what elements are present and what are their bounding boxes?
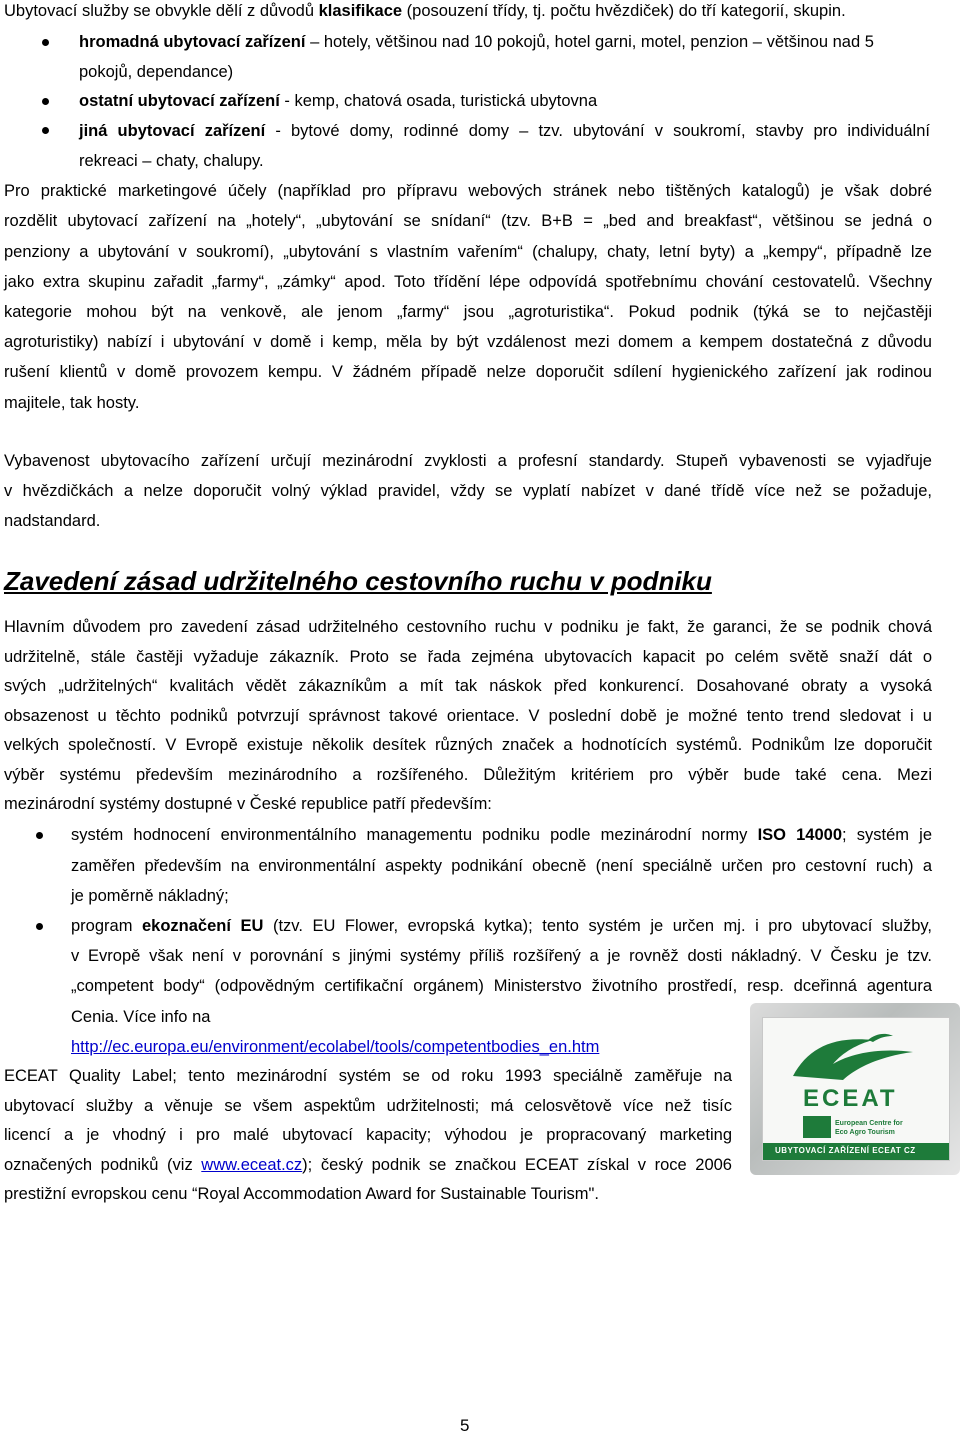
para1-line: rušení klientů v domě provozem kempu. V žádném případě nelze doporučit sdílení hygienického zařízení jak rodinou <box>4 363 932 381</box>
intro-bold: klasifikace <box>318 2 403 20</box>
para4-text-end: ); český podnik se značkou ECEAT získal v roce 2006 <box>302 1156 732 1174</box>
para3-line: udržitelně, stále častěji vyžaduje zákazník. Proto se řada zejména ubytovacích kapacit po celém světě snaží dát o <box>4 648 932 666</box>
category-item-cont <box>79 151 264 171</box>
para4-line: prestižní evropskou cenu “Royal Accommodation Award for Sustainable Tourism". <box>4 1185 599 1203</box>
para1-line: penziony a ubytování v soukromí), „ubytování s vlastním vařením“ (chalupy, chaty, letní byty) a „kempy“, případně lze <box>4 243 932 261</box>
logo-bar <box>763 1143 949 1160</box>
iso-text: systém hodnocení environmentálního managementu podniku podle mezinárodní normy <box>71 826 758 844</box>
category-term: hromadná ubytovací zařízení <box>79 33 306 51</box>
category-desc: - kemp, chatová osada, turistická ubytovna <box>279 92 598 110</box>
category-term: ostatní ubytovací zařízení <box>79 92 280 110</box>
para1-line: majitele, tak hosty. <box>4 394 140 412</box>
page-number: 5 <box>460 1416 470 1435</box>
bullet-icon <box>42 98 49 105</box>
intro-text: Ubytovací služby se obvykle dělí z důvodů <box>4 2 319 20</box>
eu-text: program <box>71 917 142 935</box>
para4-line <box>4 1155 732 1175</box>
para4-line: licencí a je vhodný i pro malé ubytovací kapacity; výhodou je propracovaný marketing <box>4 1126 732 1144</box>
iso-bullet-line: je poměrně nákladný; <box>71 887 229 905</box>
eu-text-end: (tzv. EU Flower, evropská kytka); tento systém je určen mj. i pro ubytovací služby, <box>263 917 932 935</box>
logo-subtitle: Eco Agro Tourism <box>835 1129 895 1136</box>
para3-line: velkých společností. V Evropě existuje několik desítek různých značek a hodnotících systémů. Podnikům lze doporučit <box>4 736 932 754</box>
category-item-cont <box>79 62 233 82</box>
intro-text-end: (posouzení třídy, tj. počtu hvězdiček) do tří kategorií, skupin. <box>402 2 846 20</box>
category-item <box>79 121 930 141</box>
para1-line: jako extra skupinu zařadit „farmy“, „zámky“ apod. Toto třídění lépe odpovídá spotřebnímu chování cestovatelů. Všechny <box>4 273 932 291</box>
category-item <box>79 91 597 111</box>
iso-text-end: ; systém je <box>842 826 932 844</box>
logo-plate <box>762 1017 950 1161</box>
eu-bullet-line: v Evropě však není v porovnání s jinými systémy příliš rozšířený a je rovněž dosti nákladný. V Česku je tzv. <box>71 947 932 965</box>
competent-bodies-link[interactable]: http://ec.europa.eu/environment/ecolabel/tools/competentbodies_en.htm <box>71 1038 600 1056</box>
para3-line: výběr systému především mezinárodního a rozšířeného. Důležitým kritériem pro výběr bude také cena. Mezi <box>4 766 932 784</box>
eceat-link[interactable]: www.eceat.cz <box>201 1156 303 1174</box>
para1-line: agroturistiky) nabízí i ubytování v domě i kemp, měla by být vzdálenost mezi domem a kempem dostatečná z důvodu <box>4 333 932 351</box>
eceat-logo <box>750 1003 960 1175</box>
bullet-icon <box>42 127 49 134</box>
logo-block <box>803 1116 831 1138</box>
eu-bullet-line: Cenia. Více info na <box>71 1008 211 1026</box>
para3-line: svých „udržitelných“ kvalitách vědět zákazníkům a mít tak náskok před konkurencí. Dosahované obraty a vysoká <box>4 677 932 695</box>
eu-link-line <box>71 1037 599 1057</box>
iso-bullet-line: zaměřen především na environmentální aspekty podnikání obecně (není speciálně určen pro cestovní ruch) a <box>71 857 932 875</box>
para1-line: Pro praktické marketingové účely (například pro přípravu webových stránek nebo tištěných katalogů) je však dobré <box>4 182 932 200</box>
logo-subtitle: European Centre for <box>835 1120 903 1127</box>
swallow-icon <box>763 1018 949 1088</box>
para2-line: Vybavenost ubytovacího zařízení určují mezinárodní zvyklosti a profesní standardy. Stupeň vybavenosti se vyjadřuje <box>4 452 932 470</box>
para1-line: rozdělit ubytovací zařízení na „hotely“, „ubytování se snídaní“ (tzv. B+B = „bed and breakfast“, většinou se jedná o <box>4 212 932 230</box>
eu-bold: ekoznačení EU <box>142 917 264 935</box>
iso-bold: ISO 14000 <box>757 826 843 844</box>
para3-line: obsazenost u těchto podniků potvrzují správnost takové orientace. V poslední době je možné tento trend sledovat i u <box>4 707 932 725</box>
section-heading: Zavedení zásad udržitelného cestovního ruchu v podniku <box>4 566 712 596</box>
bullet-icon <box>42 39 49 46</box>
eu-bullet-line: „competent body“ (odpovědným certifikační orgánem) Ministerstvo životního prostředí, resp. dceřinná agentura <box>71 977 932 995</box>
category-item <box>79 32 874 52</box>
eu-bullet-line <box>71 916 932 936</box>
bullet-icon <box>36 832 43 839</box>
category-desc: rekreaci – chaty, chalupy. <box>79 152 264 170</box>
para3-line: Hlavním důvodem pro zavedení zásad udržitelného cestovního ruchu v podniku je fakt, že garanci, že se podnik chová <box>4 618 932 636</box>
category-desc: pokojů, dependance) <box>79 63 234 81</box>
bullet-icon <box>36 923 43 930</box>
category-term: jiná ubytovací zařízení <box>79 122 266 140</box>
para2-line: nadstandard. <box>4 512 101 530</box>
para4-text: označených podniků (viz <box>4 1156 202 1174</box>
para1-line: kategorie mohou být na venkově, ale jenom „farmy“ jsou „agroturistika“. Pokud podnik (týká se to nejčastěji <box>4 303 932 321</box>
iso-bullet-line <box>71 825 932 845</box>
category-desc: – hotely, většinou nad 10 pokojů, hotel garni, motel, penzion – většinou nad 5 <box>305 33 874 51</box>
para4-line: ECEAT Quality Label; tento mezinárodní systém se od roku 1993 speciálně zaměřuje na <box>4 1067 732 1085</box>
para3-line: mezinárodní systémy dostupné v České republice patří především: <box>4 795 492 813</box>
logo-wordmark: ECEAT <box>803 1085 898 1112</box>
intro-line <box>4 1 846 21</box>
category-desc: - bytové domy, rodinné domy – tzv. ubytování v soukromí, stavby pro individuální <box>265 122 930 140</box>
para2-line: v hvězdičkách a nelze doporučit volný výklad pravidel, vždy se vyplatí nabízet v dané třídě více než se požaduje, <box>4 482 932 500</box>
para4-line: ubytovací služby a věnuje se všem aspektům udržitelnosti; má celosvětově více než tisíc <box>4 1097 732 1115</box>
logo-bar-text: UBYTOVACÍ ZAŘÍZENÍ ECEAT CZ <box>775 1146 916 1155</box>
